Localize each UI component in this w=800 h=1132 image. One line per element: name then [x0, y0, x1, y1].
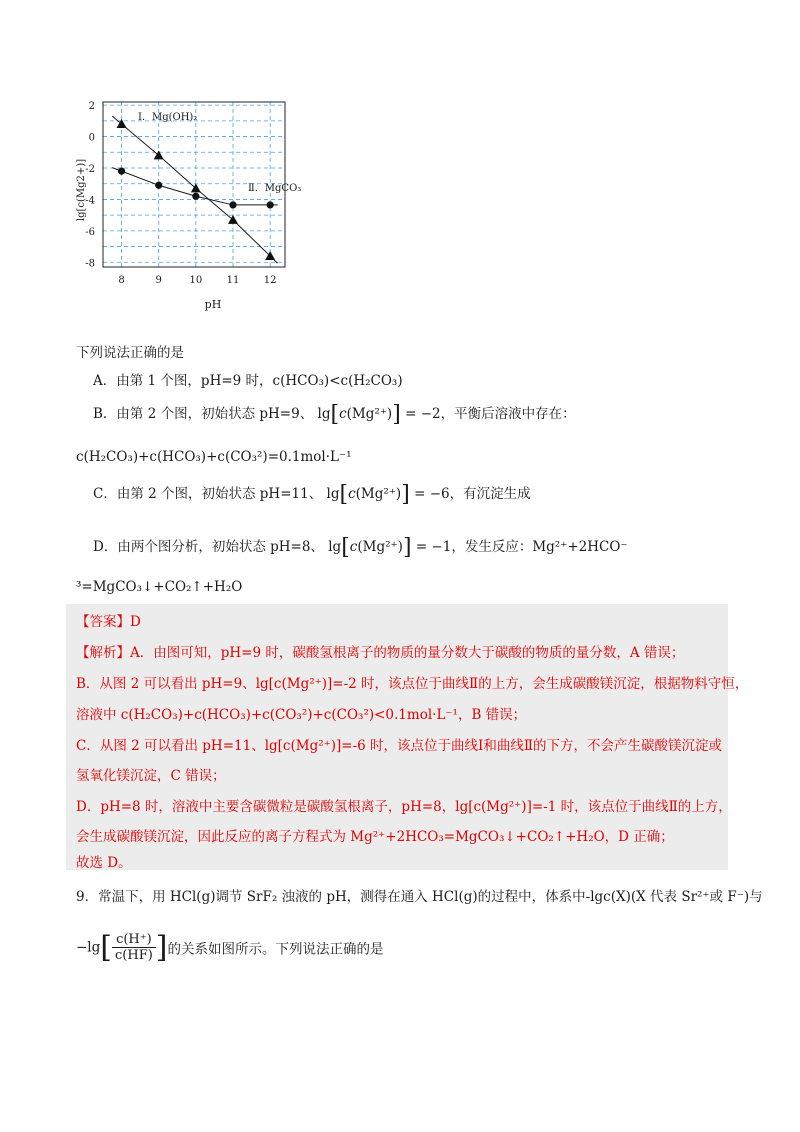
analysis-line-5: 氢氧化镁沉淀，C 错误；	[76, 768, 226, 784]
question-9-suffix: 的关系如图所示。下列说法正确的是	[167, 941, 384, 958]
y-tick-label: -2	[85, 164, 95, 175]
y-tick-label: -8	[85, 258, 95, 270]
lg-text: lg	[326, 486, 340, 502]
option-b	[93, 402, 800, 427]
y-tick-label: -4	[85, 195, 95, 207]
analysis-line-1: 【解析】A．由图可知，pH=9 时，碳酸氢根离子的物质的量分数大于碳酸的物质的量分数，A 错误；	[76, 645, 685, 661]
series-2-point	[192, 193, 199, 200]
fraction-denominator: c(HF)	[115, 948, 153, 963]
answer-label: 【答案】D	[76, 614, 141, 630]
lg-text: lg	[328, 539, 342, 555]
series-1-point	[117, 119, 127, 128]
option-b-suffix: ，平衡后溶液中存在：	[440, 406, 576, 422]
x-axis-label: pH	[204, 298, 222, 311]
question-9-line2: −lg[ $\frac{c(H^+)}{c(HF)}$ ]的关系如图所示。下列说法正确的是	[76, 930, 384, 965]
series-2-point	[118, 168, 125, 175]
y-axis-label: lg[c(Mg2+)]	[76, 158, 87, 222]
option-d-prefix: D．由两个图分析，初始状态 pH=8、	[93, 539, 324, 555]
option-c-suffix: ，有沉淀生成	[449, 486, 531, 502]
c-text: c	[348, 486, 356, 502]
series-1-label: Ⅰ．Mg(OH)₂	[138, 112, 198, 123]
y-tick-label: 2	[88, 101, 95, 113]
ion-text: Mg²⁺	[351, 406, 387, 422]
series-1-point	[228, 215, 238, 224]
x-tick-labels	[118, 275, 276, 286]
y-tick-label: -6	[85, 226, 95, 238]
lg-expression: lg[c(Mg²⁺)]	[328, 535, 412, 560]
analysis-line-3: 溶液中 c(H₂CO₃)+c(HCO₃)+c(CO₃²)+c(CO₃²)<0.1mol·L⁻¹，B 错误；	[76, 707, 527, 723]
option-b-value: = −2	[405, 406, 441, 422]
x-tick-label: 10	[189, 275, 203, 286]
analysis-line-4: C．从图 2 可以看出 pH=11、lg[c(Mg²⁺)]=-6 时，该点位于曲线Ⅰ和曲线Ⅱ的下方，不会产生碳酸镁沉淀或	[76, 738, 723, 754]
series-1-point	[154, 150, 164, 159]
option-b-line2: c(H₂CO₃)+c(HCO₃)+c(CO₃²)=0.1mol·L⁻¹	[76, 449, 352, 465]
x-tick-label: 12	[263, 275, 277, 286]
x-tick-label: 9	[155, 275, 162, 286]
question-9-line1: 9．常温下，用 HCl(g)调节 SrF₂ 浊液的 pH，测得在通入 HCl(g)的过程中，体系中-lgc(X)(X 代表 Sr²⁺或 F⁻)与	[76, 889, 763, 905]
ion-text: Mg²⁺	[360, 486, 396, 502]
option-b-prefix: B．由第 2 个图，初始状态 pH=9、	[93, 406, 314, 422]
series-2-point	[267, 201, 274, 208]
analysis-line-8: 故选 D。	[76, 855, 132, 871]
ion-text: Mg²⁺	[362, 539, 398, 555]
option-d-suffix: ，发生反应：Mg²⁺+2HCO⁻	[451, 539, 628, 555]
question-lead: 下列说法正确的是	[76, 345, 184, 361]
analysis-line-2: B．从图 2 可以看出 pH=9、lg[c(Mg²⁺)]=-2 时，该点位于曲线Ⅱ的上方，会生成碳酸镁沉淀，根据物料守恒，	[76, 676, 749, 692]
neg-lg: −lg	[76, 939, 101, 956]
option-a: A．由第 1 个图，pH=9 时，c(HCO₃)<c(H₂CO₃)	[93, 373, 403, 389]
lg-expression: lg[c(Mg²⁺)]	[317, 402, 401, 427]
option-c	[93, 482, 800, 507]
analysis-line-6: D．pH=8 时，溶液中主要含碳微粒是碳酸氢根离子，pH=8，lg[c(Mg²⁺)]=-1 时，该点位于曲线Ⅱ的上方，	[76, 799, 732, 815]
chart	[60, 90, 330, 320]
option-c-value: = −6	[414, 486, 450, 502]
lg-expression: lg[c(Mg²⁺)]	[326, 482, 410, 507]
y-tick-label: 0	[88, 132, 95, 144]
option-d-value: = −1	[415, 539, 452, 555]
fraction-numerator: c(H⁺)	[112, 932, 156, 948]
option-d-line2: ³=MgCO₃↓+CO₂↑+H₂O	[76, 579, 243, 595]
series-2-point	[155, 182, 162, 189]
lg-text: lg	[317, 406, 331, 422]
x-tick-label: 11	[226, 275, 240, 286]
option-d	[93, 535, 800, 560]
series-2-point	[229, 201, 236, 208]
x-tick-label: 8	[118, 275, 125, 286]
fraction	[112, 932, 156, 963]
option-c-prefix: C．由第 2 个图，初始状态 pH=11、	[93, 486, 323, 502]
c-text: c	[339, 406, 347, 422]
analysis-line-7: 会生成碳酸镁沉淀，因此反应的离子方程式为 Mg²⁺+2HCO₃=MgCO₃↓+CO₂↑+H₂O，D 正确；	[76, 829, 674, 845]
series-2-label: Ⅱ．MgCO₃	[248, 183, 302, 194]
c-text: c	[349, 539, 358, 555]
